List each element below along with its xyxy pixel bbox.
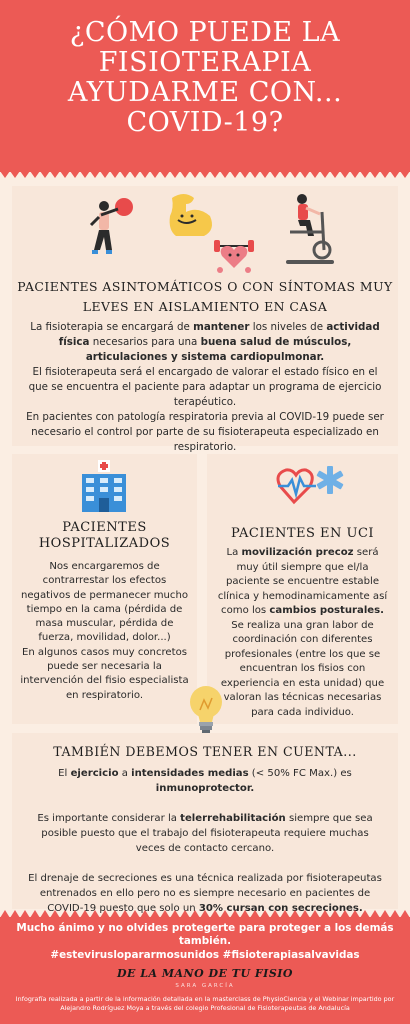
bold-text: ejercicio: [70, 768, 119, 779]
footer-author: SARA GARCÍA: [175, 983, 235, 989]
bold-text: actividad física: [58, 321, 380, 348]
lightbulb-icon: [186, 684, 226, 736]
flexed-arm-icon: [164, 190, 218, 240]
bold-text: telerrehabilitación: [180, 813, 286, 824]
zigzag-divider: [0, 171, 410, 179]
text-span: los niveles de: [249, 321, 327, 333]
title-line: ¿CÓMO PUEDE LA: [69, 17, 341, 48]
text-span: a: [118, 768, 132, 779]
paragraph: [214, 546, 391, 619]
paragraph: [22, 320, 388, 365]
footer-message: Mucho ánimo y no olvides protegerte para proteger a los demás también.: [16, 922, 394, 947]
bold-text: inmunoprotector.: [155, 783, 255, 794]
text-span: La fisioterapia se encargará de: [30, 321, 194, 333]
title-line: COVID-19?: [126, 107, 284, 138]
bold-text: movilización precoz: [241, 547, 354, 558]
section-title-line: LEVES EN AISLAMIENTO EN CASA: [82, 299, 328, 314]
text-span: La: [226, 547, 242, 558]
text-span: El: [58, 768, 71, 779]
paragraph: En algunos casos muy concretos puede ser necesaria la intervención del fisio especialista en respiratorio.: [20, 646, 189, 701]
page-title: [10, 18, 400, 138]
section-title-asymptomatic: [14, 277, 396, 317]
section-title-uci: PACIENTES EN UCI: [230, 526, 375, 541]
zigzag-divider: [0, 909, 410, 918]
section-body-asymptomatic: [22, 320, 388, 455]
section-title-consider: TAMBIÉN DEBEMOS TENER EN CUENTA...: [53, 744, 357, 759]
stationary-bike-icon: [280, 192, 340, 268]
paragraph: En pacientes con patología respiratoria previa al COVID-19 puede ser necesario el control por parte de su fisioterapeuta especializado en respiratorio.: [26, 411, 384, 453]
footer-brand-logo: DE LA MANO DE TU FISIO: [116, 967, 294, 980]
section-title-line: PACIENTES ASINTOMÁTICOS O CON SÍNTOMAS MUY: [17, 279, 393, 294]
text-span: (< 50% FC Max.) es: [248, 768, 352, 779]
footer-banner: [0, 917, 410, 1024]
paragraph: El fisioterapeuta será el encargado de valorar el estado físico en el que se encuentra el paciente para adaptar un programa de ejercicio terapéutico.: [28, 366, 382, 408]
section-body-hospitalized: [20, 560, 189, 703]
bold-text: cambios posturales.: [269, 605, 384, 616]
heart-weight-icon: [212, 232, 256, 276]
paragraph: Nos encargaremos de contrarrestar los efectos negativos de permanecer mucho tiempo en la cama (pérdida de masa muscular, pérdida de fuerza, movilidad, dolor...): [20, 561, 189, 644]
header-banner: [0, 0, 410, 172]
bold-text: buena salud de músculos, articulaciones y sistema cardiopulmonar.: [85, 336, 352, 363]
title-line: AYUDARME CON...: [67, 77, 343, 108]
section-title-line: HOSPITALIZADOS: [38, 536, 171, 551]
text-span: necesarios para una: [89, 336, 201, 348]
footer-credits: Infografía realizada a partir de la información detallada en la masterclass de PhysioCiencia y el Webinar impartido por Alejandro Rodríguez Moya a través del colegio Profesional de Fisioterapeutas de Andalucía: [15, 995, 395, 1012]
bold-text: mantener: [193, 321, 250, 333]
bold-text: intensidades medias: [131, 768, 249, 779]
section-title-line: PACIENTES: [62, 520, 147, 535]
section-title-hospitalized: [12, 520, 197, 552]
text-span: Es importante considerar la: [37, 813, 181, 824]
section-body-consider: [26, 766, 384, 916]
text-span: siempre que sea posible puesto que el trabajo del fisioterapeuta requiere muchas veces de contacto cercano.: [41, 813, 373, 854]
bold-text: 30% cursan con secreciones.: [198, 903, 363, 914]
footer-hashtags: #esteviruslopararmosunidos #fisioterapiasalvavidas: [50, 949, 360, 961]
section-body-uci: [214, 546, 391, 720]
heartbeat-medical-icon: [276, 460, 348, 508]
text-span: será muy útil siempre que el/la paciente se encuentre estable clínica y hemodinamicamente así como los: [217, 547, 388, 616]
exercise-ball-icon: [88, 195, 134, 265]
title-line: FISIOTERAPIA: [98, 47, 312, 78]
paragraph: [26, 811, 384, 856]
hospital-icon: [78, 458, 130, 514]
paragraph: [26, 766, 384, 796]
paragraph: Se realiza una gran labor de coordinación con diferentes profesionales (entre los que se encuentran los fisios con experiencia en esta unidad) que valoran las técnicas necesarias para cada individuo.: [220, 619, 385, 718]
text-span: El drenaje de secreciones es una técnica realizada por fisioterapeutas entrenados en ello pero no es siempre necesario en pacientes de COVID-19 puesto que solo un: [28, 873, 382, 914]
